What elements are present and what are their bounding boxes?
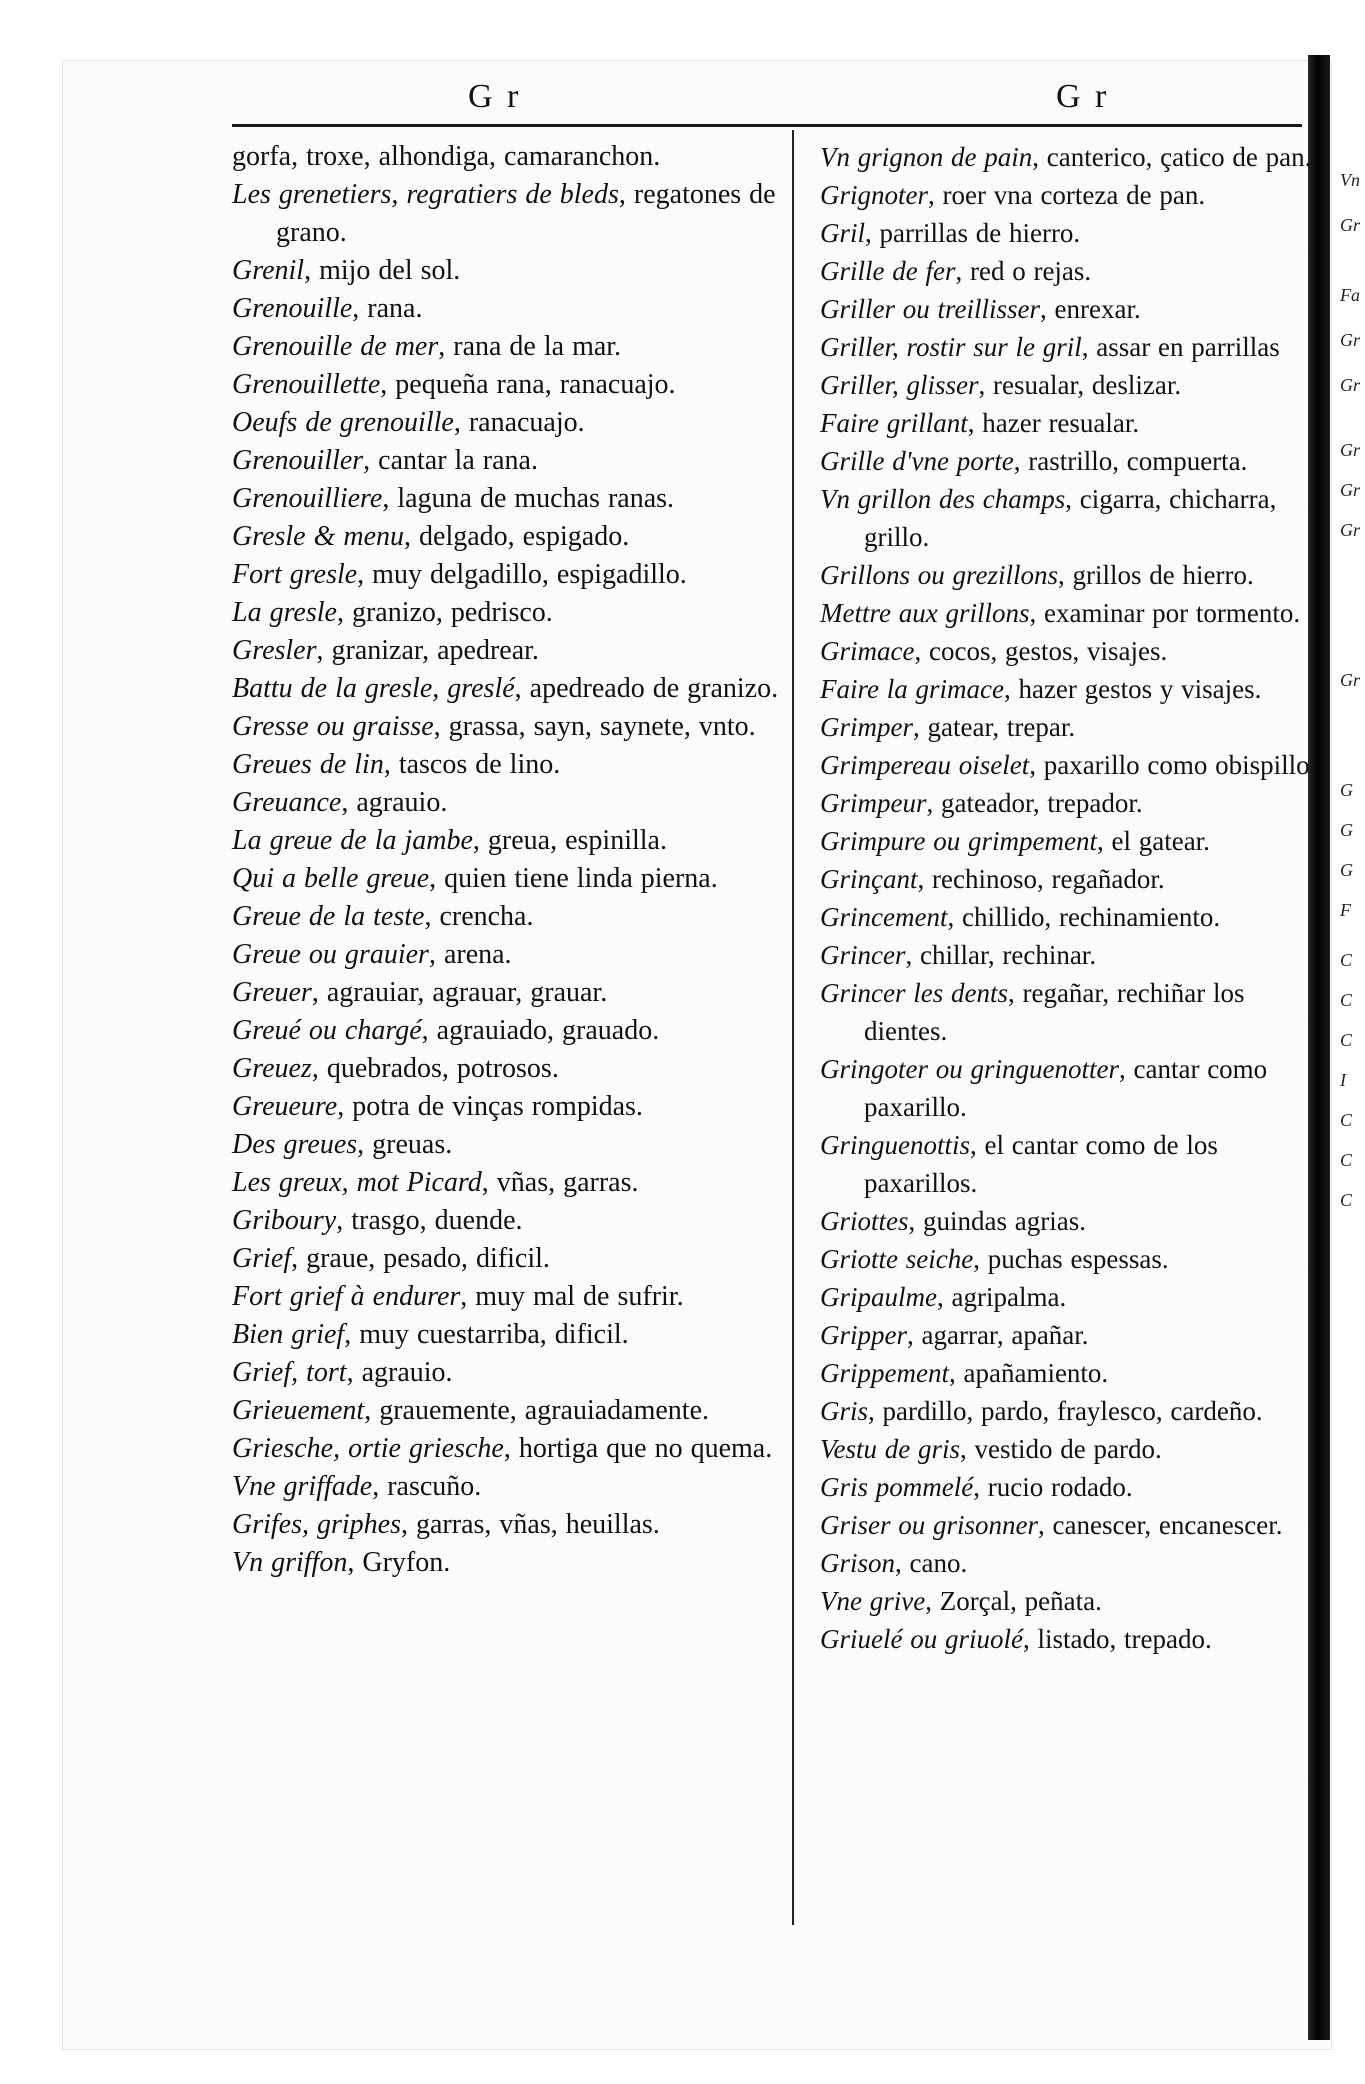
- edge-glyph: F: [1340, 900, 1351, 920]
- entry-translation: , agrauio.: [346, 1357, 453, 1388]
- dictionary-entry: [232, 1354, 802, 1392]
- edge-glyph: Gr: [1340, 330, 1361, 350]
- running-head-left: G r: [468, 78, 522, 115]
- entry-translation: , vestido de pardo.: [960, 1434, 1162, 1464]
- entry-headword: Grignoter: [820, 180, 928, 210]
- entry-headword: Greue de la teste: [232, 901, 425, 932]
- entry-translation: , tascos de lino.: [383, 749, 561, 780]
- entry-translation: , garras, vñas, heuillas.: [401, 1509, 660, 1540]
- entry-headword: Les grenetiers, regratiers de bleds: [232, 179, 619, 210]
- dictionary-entry: [232, 1316, 802, 1354]
- entry-translation: , paxarillo como obispillo.: [1029, 750, 1317, 780]
- entry-translation: , pardillo, pardo, fraylesco, cardeño.: [868, 1396, 1263, 1426]
- dictionary-entry: [232, 632, 802, 670]
- entry-translation: , canterico, çatico de pan.: [1032, 142, 1312, 172]
- entry-headword: Vne griffade: [232, 1471, 373, 1502]
- entry-headword: Grincer: [820, 940, 906, 970]
- entry-headword: Fort gresle: [232, 559, 358, 590]
- entry-translation: , mijo del sol.: [304, 255, 461, 286]
- edge-glyph: C: [1340, 1110, 1353, 1130]
- dictionary-entry: [820, 1392, 1320, 1430]
- dictionary-entry: [232, 594, 802, 632]
- edge-glyph: G: [1340, 780, 1353, 800]
- dictionary-entry: [232, 1544, 802, 1582]
- entry-translation: , ranacuajo.: [453, 407, 585, 438]
- entry-translation: , examinar por tormento.: [1029, 598, 1301, 628]
- entry-headword: Oeufs de grenouille: [232, 407, 454, 438]
- entry-translation: , assar en parrillas: [1081, 332, 1280, 362]
- dictionary-entry: [820, 974, 1320, 1050]
- entry-translation: , pequeña rana, ranacuajo.: [380, 369, 676, 400]
- dictionary-entry: [232, 328, 802, 366]
- entry-headword: Grille de fer: [820, 256, 956, 286]
- entry-translation: , granizo, pedrisco.: [336, 597, 553, 628]
- dictionary-entry: [232, 1202, 802, 1240]
- entry-headword: Grenil: [232, 255, 305, 286]
- entry-translation: , guindas agrias.: [908, 1206, 1086, 1236]
- edge-glyph: I: [1340, 1070, 1346, 1090]
- dictionary-entry: [232, 518, 802, 556]
- dictionary-entry: [232, 936, 802, 974]
- dictionary-entry: [820, 290, 1320, 328]
- dictionary-entry: [820, 860, 1320, 898]
- entry-headword: Greuance: [232, 787, 342, 818]
- dictionary-entry: [820, 1430, 1320, 1468]
- entry-headword: Grincement: [820, 902, 948, 932]
- entry-headword: Vne grive: [820, 1586, 926, 1616]
- entry-translation: , laguna de muchas ranas.: [382, 483, 675, 514]
- dictionary-entry: [232, 1126, 802, 1164]
- entry-translation: , roer vna corteza de pan.: [928, 180, 1206, 210]
- entry-headword: Gresler: [232, 635, 317, 666]
- entry-translation: , quien tiene linda pierna.: [429, 863, 718, 894]
- entry-translation: , gateador, trepador.: [926, 788, 1143, 818]
- dictionary-entry: [232, 176, 802, 252]
- dictionary-entry: [232, 1012, 802, 1050]
- dictionary-entry: [820, 936, 1320, 974]
- right-column: [820, 138, 1320, 1658]
- entry-headword: Griller, rostir sur le gril: [820, 332, 1082, 362]
- entry-translation: , muy cuestarriba, dificil.: [344, 1319, 629, 1350]
- dictionary-entry: [820, 746, 1320, 784]
- dictionary-entry: [232, 480, 802, 518]
- dictionary-entry: [232, 1506, 802, 1544]
- edge-glyph: Gr: [1340, 520, 1361, 540]
- dictionary-entry: [232, 404, 802, 442]
- entry-headword: Grief: [232, 1243, 292, 1274]
- entry-translation: , puchas espessas.: [973, 1244, 1169, 1274]
- edge-glyph: C: [1340, 1150, 1353, 1170]
- edge-glyph: Fa: [1340, 285, 1360, 305]
- entry-headword: Greueure: [232, 1091, 338, 1122]
- entry-headword: La greue de la jambe: [232, 825, 473, 856]
- entry-translation: , agrauiar, agrauar, grauar.: [311, 977, 608, 1008]
- entry-translation: , cigarra, chicharra, grillo.: [864, 484, 1277, 552]
- entry-headword: Grillons ou grezillons: [820, 560, 1059, 590]
- entry-headword: Grille d'vne porte: [820, 446, 1014, 476]
- entry-translation: , regañar, rechiñar los dientes.: [864, 978, 1245, 1046]
- dictionary-entry: [820, 1582, 1320, 1620]
- entry-translation: , Zorçal, peñata.: [925, 1586, 1102, 1616]
- entry-translation: , grassa, sayn, saynete, vnto.: [433, 711, 756, 742]
- entry-headword: Grenouillette: [232, 369, 381, 400]
- entry-translation: , muy delgadillo, espigadillo.: [357, 559, 687, 590]
- entry-translation: , arena.: [428, 939, 512, 970]
- entry-translation: , muy mal de sufrir.: [460, 1281, 684, 1312]
- entry-translation: , granizar, apedrear.: [316, 635, 539, 666]
- entry-headword: Mettre aux grillons: [820, 598, 1030, 628]
- dictionary-entry: [232, 708, 802, 746]
- dictionary-entry: [232, 252, 802, 290]
- entry-headword: Gresse ou graisse: [232, 711, 434, 742]
- entry-headword: Gringoter ou gringuenotter: [820, 1054, 1119, 1084]
- dictionary-entry: [820, 1240, 1320, 1278]
- entry-translation: , agrauiado, grauado.: [421, 1015, 660, 1046]
- entry-headword: Grifes, griphes: [232, 1509, 401, 1540]
- entry-headword: Qui a belle greue: [232, 863, 430, 894]
- entry-headword: Bien grief: [232, 1319, 345, 1350]
- entry-translation: , rana.: [352, 293, 423, 324]
- edge-glyph: C: [1340, 1030, 1353, 1050]
- dictionary-entry: [820, 1316, 1320, 1354]
- entry-headword: Vn grignon de pain: [820, 142, 1033, 172]
- entry-headword: Gris: [820, 1396, 869, 1426]
- entry-headword: Gril: [820, 218, 866, 248]
- entry-headword: Grenouille de mer: [232, 331, 439, 362]
- dictionary-entry: [820, 480, 1320, 556]
- entry-translation: , chillido, rechinamiento.: [947, 902, 1221, 932]
- entry-translation: , apedreado de granizo.: [514, 673, 779, 704]
- dictionary-entry: [232, 746, 802, 784]
- dictionary-entry: [232, 442, 802, 480]
- running-head-right: G r: [1056, 78, 1110, 115]
- entry-translation: , red o rejas.: [955, 256, 1092, 286]
- entry-headword: Les greux, mot Picard: [232, 1167, 482, 1198]
- dictionary-entry: [820, 366, 1320, 404]
- entry-headword: Vn grillon des champs: [820, 484, 1066, 514]
- entry-translation: , hazer gestos y visajes.: [1003, 674, 1262, 704]
- dictionary-entry: [820, 138, 1320, 176]
- dictionary-entry: [820, 404, 1320, 442]
- header-rule: [232, 124, 1302, 127]
- entry-headword: Vn griffon: [232, 1547, 348, 1578]
- dictionary-entry: [232, 974, 802, 1012]
- dictionary-entry: [820, 1620, 1320, 1658]
- dictionary-entry: [232, 1164, 802, 1202]
- entry-translation: , trasgo, duende.: [336, 1205, 523, 1236]
- entry-headword: Battu de la gresle, greslé: [232, 673, 515, 704]
- dictionary-entry: [820, 708, 1320, 746]
- dictionary-entry: [820, 1354, 1320, 1392]
- entry-translation: , cantar la rana.: [363, 445, 538, 476]
- entry-headword: Grieuement: [232, 1395, 365, 1426]
- dictionary-entry: [820, 1544, 1320, 1582]
- entry-headword: Griottes: [820, 1206, 909, 1236]
- entry-headword: Fort grief à endurer: [232, 1281, 461, 1312]
- left-column: [232, 138, 802, 1582]
- dictionary-entry: [820, 214, 1320, 252]
- entry-translation: , rascuño.: [372, 1471, 482, 1502]
- dictionary-entry: [820, 898, 1320, 936]
- edge-glyph: Vn: [1340, 170, 1360, 190]
- edge-glyph: Gr: [1340, 215, 1361, 235]
- dictionary-entry: [232, 1240, 802, 1278]
- entry-headword: Greues de lin: [232, 749, 384, 780]
- entry-translation: , cocos, gestos, visajes.: [914, 636, 1168, 666]
- dictionary-entry: [232, 784, 802, 822]
- entry-translation: , delgado, espigado.: [404, 521, 630, 552]
- entry-translation: , regatones de grano.: [276, 179, 776, 248]
- entry-headword: Grison: [820, 1548, 896, 1578]
- dictionary-entry: [232, 138, 802, 176]
- entry-headword: Grenouille: [232, 293, 353, 324]
- entry-translation: , graue, pesado, dificil.: [291, 1243, 550, 1274]
- entry-headword: Gris pommelé: [820, 1472, 974, 1502]
- dictionary-entry: [820, 1126, 1320, 1202]
- entry-translation: , crencha.: [424, 901, 534, 932]
- entry-translation: , parrillas de hierro.: [865, 218, 1081, 248]
- entry-headword: Griller ou treillisser: [820, 294, 1041, 324]
- entry-translation: , gatear, trepar.: [913, 712, 1076, 742]
- entry-translation: , cano.: [895, 1548, 968, 1578]
- facing-page-edge: [1338, 160, 1365, 1210]
- edge-glyph: C: [1340, 1190, 1353, 1210]
- entry-translation: , enrexar.: [1040, 294, 1141, 324]
- entry-headword: Greue ou grauier: [232, 939, 429, 970]
- edge-glyph: Gr: [1340, 440, 1361, 460]
- entry-headword: La gresle: [232, 597, 337, 628]
- edge-glyph: C: [1340, 950, 1353, 970]
- entry-translation: , chillar, rechinar.: [905, 940, 1097, 970]
- dictionary-entry: [820, 442, 1320, 480]
- entry-translation: , rucio rodado.: [973, 1472, 1133, 1502]
- entry-translation: , el gatear.: [1096, 826, 1210, 856]
- entry-headword: Grief, tort: [232, 1357, 347, 1388]
- entry-translation: , hazer resualar.: [967, 408, 1140, 438]
- entry-translation: , apañamiento.: [948, 1358, 1109, 1388]
- entry-headword: Griuelé ou griuolé: [820, 1624, 1023, 1654]
- entry-headword: Greuez: [232, 1053, 312, 1084]
- edge-glyph: Gr: [1340, 375, 1361, 395]
- entry-translation: , potra de vinças rompidas.: [337, 1091, 643, 1122]
- dictionary-entry: [232, 822, 802, 860]
- dictionary-entry: [232, 860, 802, 898]
- edge-glyph: G: [1340, 820, 1353, 840]
- entry-translation: , rechinoso, regañador.: [917, 864, 1165, 894]
- dictionary-entry: [820, 176, 1320, 214]
- entry-translation: , quebrados, potrosos.: [311, 1053, 559, 1084]
- dictionary-entry: [820, 556, 1320, 594]
- edge-glyph: C: [1340, 990, 1353, 1010]
- dictionary-entry: [820, 1202, 1320, 1240]
- entry-headword: Gresle & menu: [232, 521, 405, 552]
- entry-translation: , greua, espinilla.: [472, 825, 667, 856]
- entry-headword: Des greues: [232, 1129, 358, 1160]
- entry-translation: , Gryfon.: [347, 1547, 451, 1578]
- entry-headword: Grippement: [820, 1358, 949, 1388]
- dictionary-entry: [820, 1278, 1320, 1316]
- dictionary-entry: [820, 1468, 1320, 1506]
- dictionary-entry: [820, 784, 1320, 822]
- entry-translation: , vñas, garras.: [481, 1167, 639, 1198]
- dictionary-entry: [232, 1392, 802, 1430]
- entry-translation: , rastrillo, compuerta.: [1013, 446, 1248, 476]
- entry-headword: Grimpeur: [820, 788, 927, 818]
- entry-translation: , greuas.: [357, 1129, 453, 1160]
- entry-translation: , agrauio.: [341, 787, 448, 818]
- entry-headword: Grenouilliere: [232, 483, 383, 514]
- entry-translation: , agripalma.: [937, 1282, 1067, 1312]
- entry-headword: Gripper: [820, 1320, 907, 1350]
- edge-glyph: Gr: [1340, 480, 1361, 500]
- entry-headword: Greuer: [232, 977, 312, 1008]
- dictionary-entry: [232, 1088, 802, 1126]
- entry-headword: Grincer les dents: [820, 978, 1008, 1008]
- entry-headword: Grinçant: [820, 864, 918, 894]
- entry-translation: , el cantar como de los paxarillos.: [864, 1130, 1218, 1198]
- entry-headword: Griboury: [232, 1205, 337, 1236]
- dictionary-entry: [820, 632, 1320, 670]
- entry-translation: , hortiga que no quema.: [503, 1433, 773, 1464]
- entry-translation: , grauemente, agrauiadamente.: [364, 1395, 710, 1426]
- edge-glyph: Gr: [1340, 670, 1361, 690]
- entry-headword: Gripaulme: [820, 1282, 937, 1312]
- dictionary-entry: [232, 1278, 802, 1316]
- dictionary-entry: [232, 898, 802, 936]
- dictionary-entry: [232, 1430, 802, 1468]
- dictionary-entry: [820, 328, 1320, 366]
- entry-headword: Grimace: [820, 636, 915, 666]
- entry-headword: Griser ou grisonner: [820, 1510, 1039, 1540]
- dictionary-entry: [820, 252, 1320, 290]
- entry-translation: , grillos de hierro.: [1058, 560, 1254, 590]
- entry-headword: Gringuenottis: [820, 1130, 971, 1160]
- entry-translation: , canescer, encanescer.: [1038, 1510, 1283, 1540]
- entry-headword: Grimpereau oiselet: [820, 750, 1030, 780]
- edge-glyph: G: [1340, 860, 1353, 880]
- dictionary-entry: [232, 670, 802, 708]
- entry-headword: Grenouiller: [232, 445, 364, 476]
- entry-translation: , listado, trepado.: [1022, 1624, 1212, 1654]
- dictionary-entry: [232, 290, 802, 328]
- dictionary-entry: [232, 366, 802, 404]
- entry-headword: Faire grillant: [820, 408, 968, 438]
- entry-translation: , cantar como paxarillo.: [864, 1054, 1268, 1122]
- entry-translation: , rana de la mar.: [438, 331, 622, 362]
- dictionary-entry: [232, 1050, 802, 1088]
- dictionary-entry: [232, 556, 802, 594]
- entry-headword: Grimpure ou grimpement: [820, 826, 1097, 856]
- dictionary-entry: [820, 1506, 1320, 1544]
- entry-headword: Griotte seiche: [820, 1244, 974, 1274]
- entry-translation: , resualar, deslizar.: [978, 370, 1182, 400]
- dictionary-entry: [820, 670, 1320, 708]
- dictionary-entry: [232, 1468, 802, 1506]
- dictionary-entry: [820, 822, 1320, 860]
- entry-headword: Faire la grimace: [820, 674, 1004, 704]
- entry-translation: , agarrar, apañar.: [907, 1320, 1089, 1350]
- entry-headword: Griesche, ortie griesche: [232, 1433, 504, 1464]
- entry-translation: gorfa, troxe, alhondiga, camaranchon.: [232, 141, 661, 172]
- entry-headword: Vestu de gris: [820, 1434, 960, 1464]
- dictionary-entry: [820, 1050, 1320, 1126]
- entry-headword: Greué ou chargé: [232, 1015, 422, 1046]
- dictionary-entry: [820, 594, 1320, 632]
- entry-headword: Grimper: [820, 712, 913, 742]
- entry-headword: Griller, glisser: [820, 370, 979, 400]
